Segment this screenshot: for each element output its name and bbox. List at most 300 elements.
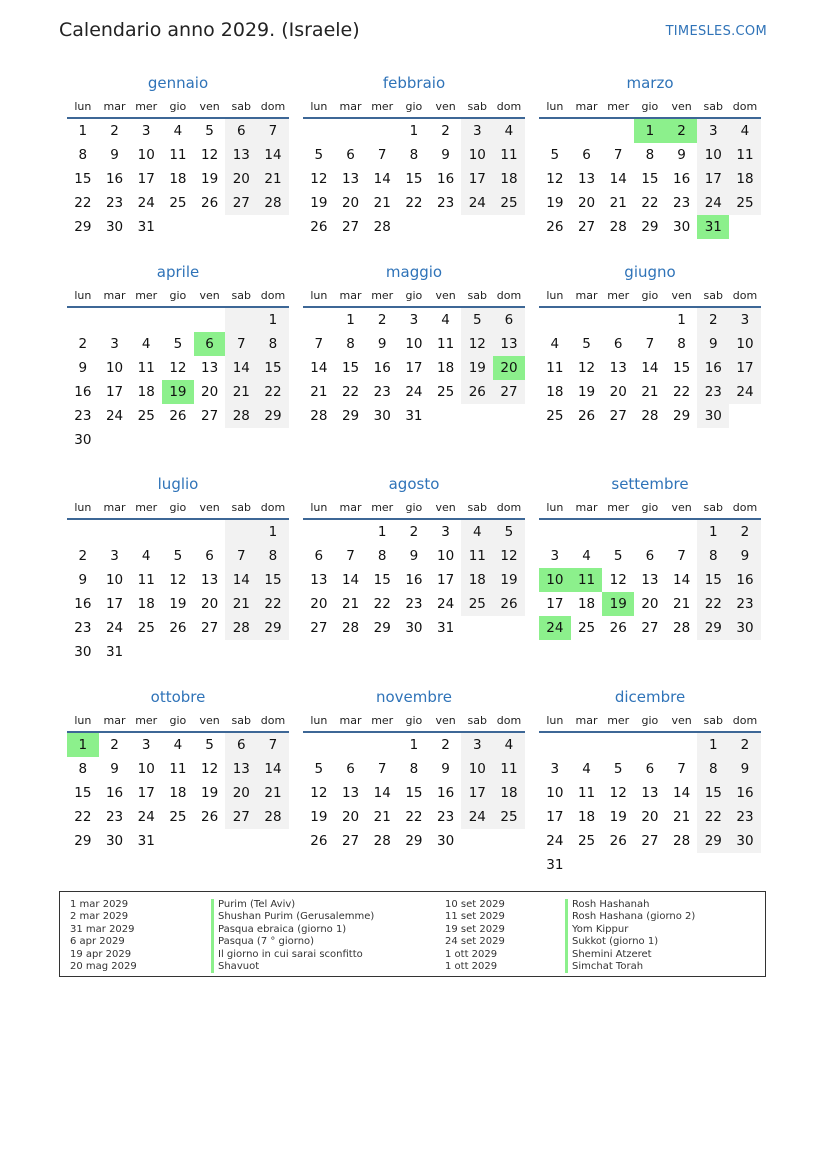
day-cell[interactable]: 17 [137,785,155,801]
day-cell[interactable]: 29 [341,408,360,424]
day-cell[interactable]: 29 [373,620,391,636]
day-cell[interactable]: 11 [169,761,187,777]
day-cell[interactable]: 4 [141,548,151,564]
day-cell[interactable]: 13 [341,785,360,801]
day-cell[interactable]: 12 [609,572,627,588]
day-cell[interactable]: 3 [409,312,419,328]
day-cell[interactable]: 9 [729,544,761,568]
day-cell[interactable]: 14 [673,785,691,801]
day-cell[interactable]: 16 [673,171,691,187]
day-cell[interactable]: 17 [546,596,564,612]
day-cell[interactable]: 23 [373,384,391,400]
day-cell[interactable]: 12 [169,360,187,376]
day-cell[interactable]: 6 [493,308,525,332]
day-cell[interactable]: 22 [405,809,423,825]
day-cell[interactable]: 21 [641,384,659,400]
day-cell[interactable]: 18 [461,568,493,592]
day-cell[interactable]: 27 [641,620,659,636]
day-cell[interactable]: 5 [205,737,214,753]
day-cell[interactable]: 4 [582,761,591,777]
day-cell[interactable]: 23 [105,195,124,211]
day-cell[interactable]: 13 [493,332,525,356]
day-cell[interactable]: 10 [729,332,761,356]
day-cell[interactable]: 27 [577,219,596,235]
day-cell[interactable]: 4 [173,737,183,753]
day-cell[interactable]: 12 [577,360,596,376]
day-cell[interactable]: 21 [673,809,691,825]
day-cell[interactable]: 11 [546,360,564,376]
day-cell[interactable]: 13 [225,757,257,781]
day-cell[interactable]: 26 [609,833,627,849]
day-cell[interactable]: 28 [673,833,691,849]
day-cell[interactable]: 22 [373,596,391,612]
day-cell[interactable]: 1 [257,520,289,544]
day-cell[interactable]: 18 [546,384,564,400]
day-cell[interactable]: 3 [110,548,119,564]
day-cell[interactable]: 5 [613,548,623,564]
day-cell[interactable]: 29 [405,833,423,849]
day-cell[interactable]: 15 [257,568,289,592]
day-cell[interactable]: 12 [461,332,493,356]
day-cell[interactable]: 29 [673,408,691,424]
day-cell[interactable]: 4 [582,548,591,564]
day-cell[interactable]: 2 [697,308,729,332]
day-cell[interactable]: 4 [729,119,761,143]
day-cell[interactable]: 7 [257,733,289,757]
day-cell[interactable]: 29 [697,829,729,853]
day-cell[interactable]: 2 [110,737,119,753]
holiday-day-cell[interactable]: 1 [634,119,666,143]
day-cell[interactable]: 22 [697,805,729,829]
day-cell[interactable]: 26 [609,620,627,636]
day-cell[interactable]: 6 [225,733,257,757]
day-cell[interactable]: 21 [257,781,289,805]
day-cell[interactable]: 13 [641,572,659,588]
day-cell[interactable]: 4 [441,312,450,328]
day-cell[interactable]: 25 [137,408,155,424]
day-cell[interactable]: 30 [729,616,761,640]
day-cell[interactable]: 23 [729,805,761,829]
day-cell[interactable]: 4 [173,123,183,139]
day-cell[interactable]: 16 [74,384,92,400]
day-cell[interactable]: 11 [437,336,455,352]
brand-logo-text[interactable]: TIMESLES.COM [665,24,767,39]
day-cell[interactable]: 16 [105,785,124,801]
day-cell[interactable]: 31 [137,219,155,235]
day-cell[interactable]: 31 [546,857,564,873]
day-cell[interactable]: 8 [257,332,289,356]
day-cell[interactable]: 1 [697,733,729,757]
day-cell[interactable]: 25 [169,195,187,211]
day-cell[interactable]: 19 [310,809,328,825]
day-cell[interactable]: 7 [314,336,324,352]
day-cell[interactable]: 20 [201,384,219,400]
day-cell[interactable]: 20 [641,596,659,612]
day-cell[interactable]: 24 [105,620,124,636]
day-cell[interactable]: 27 [225,191,257,215]
day-cell[interactable]: 18 [169,785,187,801]
day-cell[interactable]: 18 [493,781,525,805]
day-cell[interactable]: 8 [697,544,729,568]
day-cell[interactable]: 30 [405,620,423,636]
day-cell[interactable]: 20 [310,596,328,612]
day-cell[interactable]: 10 [137,761,155,777]
day-cell[interactable]: 4 [461,520,493,544]
day-cell[interactable]: 3 [110,336,119,352]
day-cell[interactable]: 13 [201,360,219,376]
day-cell[interactable]: 24 [546,833,564,849]
day-cell[interactable]: 14 [225,356,257,380]
day-cell[interactable]: 3 [697,119,729,143]
day-cell[interactable]: 23 [437,809,455,825]
day-cell[interactable]: 5 [493,520,525,544]
day-cell[interactable]: 12 [609,785,627,801]
day-cell[interactable]: 7 [613,147,623,163]
day-cell[interactable]: 7 [225,332,257,356]
day-cell[interactable]: 18 [137,596,155,612]
day-cell[interactable]: 29 [641,219,659,235]
day-cell[interactable]: 10 [546,785,564,801]
day-cell[interactable]: 21 [341,596,360,612]
day-cell[interactable]: 14 [341,572,360,588]
day-cell[interactable]: 15 [341,360,360,376]
day-cell[interactable]: 10 [461,143,493,167]
day-cell[interactable]: 30 [697,404,729,428]
day-cell[interactable]: 28 [641,408,659,424]
day-cell[interactable]: 10 [437,548,455,564]
day-cell[interactable]: 6 [225,119,257,143]
day-cell[interactable]: 26 [201,809,219,825]
day-cell[interactable]: 12 [169,572,187,588]
day-cell[interactable]: 28 [257,191,289,215]
day-cell[interactable]: 18 [437,360,455,376]
day-cell[interactable]: 25 [493,805,525,829]
day-cell[interactable]: 18 [577,596,596,612]
day-cell[interactable]: 25 [461,592,493,616]
day-cell[interactable]: 16 [697,356,729,380]
day-cell[interactable]: 1 [257,308,289,332]
day-cell[interactable]: 25 [493,191,525,215]
day-cell[interactable]: 17 [405,360,423,376]
day-cell[interactable]: 25 [546,408,564,424]
day-cell[interactable]: 19 [493,568,525,592]
day-cell[interactable]: 21 [310,384,328,400]
day-cell[interactable]: 21 [373,809,391,825]
day-cell[interactable]: 31 [105,644,124,660]
holiday-day-cell[interactable]: 10 [539,568,571,592]
day-cell[interactable]: 27 [609,408,627,424]
day-cell[interactable]: 8 [677,336,686,352]
day-cell[interactable]: 13 [201,572,219,588]
day-cell[interactable]: 24 [461,191,493,215]
day-cell[interactable]: 21 [609,195,627,211]
day-cell[interactable]: 11 [169,147,187,163]
day-cell[interactable]: 5 [550,147,560,163]
day-cell[interactable]: 7 [346,548,355,564]
day-cell[interactable]: 10 [105,572,124,588]
day-cell[interactable]: 18 [729,167,761,191]
holiday-day-cell[interactable]: 31 [697,215,729,239]
day-cell[interactable]: 13 [341,171,360,187]
day-cell[interactable]: 20 [341,809,360,825]
day-cell[interactable]: 27 [201,408,219,424]
day-cell[interactable]: 27 [341,833,360,849]
day-cell[interactable]: 28 [225,616,257,640]
day-cell[interactable]: 2 [110,123,119,139]
day-cell[interactable]: 21 [257,167,289,191]
day-cell[interactable]: 25 [437,384,455,400]
day-cell[interactable]: 27 [310,620,328,636]
day-cell[interactable]: 10 [697,143,729,167]
day-cell[interactable]: 3 [441,524,450,540]
day-cell[interactable]: 16 [105,171,124,187]
day-cell[interactable]: 2 [441,737,450,753]
day-cell[interactable]: 30 [105,833,124,849]
day-cell[interactable]: 7 [257,119,289,143]
day-cell[interactable]: 22 [405,195,423,211]
day-cell[interactable]: 2 [377,312,387,328]
day-cell[interactable]: 19 [201,785,219,801]
day-cell[interactable]: 15 [673,360,691,376]
day-cell[interactable]: 14 [673,572,691,588]
day-cell[interactable]: 28 [673,620,691,636]
day-cell[interactable]: 13 [310,572,328,588]
day-cell[interactable]: 2 [409,524,419,540]
day-cell[interactable]: 29 [74,833,92,849]
day-cell[interactable]: 25 [137,620,155,636]
holiday-day-cell[interactable]: 20 [493,356,525,380]
day-cell[interactable]: 24 [697,191,729,215]
day-cell[interactable]: 21 [225,592,257,616]
day-cell[interactable]: 26 [169,620,187,636]
day-cell[interactable]: 26 [169,408,187,424]
day-cell[interactable]: 6 [582,147,591,163]
day-cell[interactable]: 17 [729,356,761,380]
day-cell[interactable]: 22 [641,195,659,211]
day-cell[interactable]: 29 [257,616,289,640]
day-cell[interactable]: 26 [461,380,493,404]
day-cell[interactable]: 9 [377,336,387,352]
day-cell[interactable]: 4 [141,336,151,352]
day-cell[interactable]: 12 [310,171,328,187]
holiday-day-cell[interactable]: 24 [539,616,571,640]
day-cell[interactable]: 8 [697,757,729,781]
day-cell[interactable]: 16 [437,785,455,801]
day-cell[interactable]: 3 [141,123,151,139]
day-cell[interactable]: 2 [729,733,761,757]
day-cell[interactable]: 10 [405,336,423,352]
day-cell[interactable]: 29 [697,616,729,640]
day-cell[interactable]: 18 [137,384,155,400]
day-cell[interactable]: 2 [729,520,761,544]
day-cell[interactable]: 16 [74,596,92,612]
day-cell[interactable]: 8 [409,147,419,163]
day-cell[interactable]: 8 [645,147,655,163]
day-cell[interactable]: 26 [310,219,328,235]
day-cell[interactable]: 27 [201,620,219,636]
day-cell[interactable]: 26 [201,195,219,211]
day-cell[interactable]: 10 [461,757,493,781]
day-cell[interactable]: 17 [137,171,155,187]
day-cell[interactable]: 6 [205,548,214,564]
day-cell[interactable]: 1 [409,123,419,139]
day-cell[interactable]: 26 [546,219,564,235]
day-cell[interactable]: 7 [377,761,387,777]
day-cell[interactable]: 20 [577,195,596,211]
day-cell[interactable]: 18 [169,171,187,187]
day-cell[interactable]: 23 [437,195,455,211]
day-cell[interactable]: 19 [577,384,596,400]
day-cell[interactable]: 10 [137,147,155,163]
holiday-day-cell[interactable]: 1 [67,733,99,757]
day-cell[interactable]: 15 [405,785,423,801]
day-cell[interactable]: 15 [74,785,92,801]
day-cell[interactable]: 20 [641,809,659,825]
day-cell[interactable]: 16 [437,171,455,187]
day-cell[interactable]: 29 [257,404,289,428]
day-cell[interactable]: 9 [110,147,119,163]
day-cell[interactable]: 28 [373,219,391,235]
day-cell[interactable]: 27 [641,833,659,849]
day-cell[interactable]: 19 [461,356,493,380]
day-cell[interactable]: 15 [697,781,729,805]
day-cell[interactable]: 2 [78,336,88,352]
day-cell[interactable]: 25 [577,833,596,849]
day-cell[interactable]: 20 [225,781,257,805]
day-cell[interactable]: 3 [141,737,151,753]
day-cell[interactable]: 7 [225,544,257,568]
day-cell[interactable]: 21 [225,380,257,404]
day-cell[interactable]: 18 [577,809,596,825]
day-cell[interactable]: 31 [405,408,423,424]
day-cell[interactable]: 16 [373,360,391,376]
day-cell[interactable]: 9 [441,147,450,163]
day-cell[interactable]: 11 [493,757,525,781]
day-cell[interactable]: 28 [373,833,391,849]
day-cell[interactable]: 1 [697,520,729,544]
day-cell[interactable]: 12 [493,544,525,568]
day-cell[interactable]: 29 [74,219,92,235]
day-cell[interactable]: 8 [78,147,88,163]
day-cell[interactable]: 5 [173,336,183,352]
day-cell[interactable]: 24 [105,408,124,424]
day-cell[interactable]: 15 [373,572,391,588]
day-cell[interactable]: 30 [437,833,455,849]
day-cell[interactable]: 22 [74,195,92,211]
day-cell[interactable]: 15 [257,356,289,380]
day-cell[interactable]: 23 [729,592,761,616]
day-cell[interactable]: 27 [225,805,257,829]
day-cell[interactable]: 6 [314,548,324,564]
day-cell[interactable]: 17 [461,781,493,805]
day-cell[interactable]: 21 [673,596,691,612]
day-cell[interactable]: 11 [461,544,493,568]
day-cell[interactable]: 28 [341,620,360,636]
day-cell[interactable]: 14 [641,360,659,376]
day-cell[interactable]: 15 [641,171,659,187]
day-cell[interactable]: 19 [609,809,627,825]
day-cell[interactable]: 14 [373,785,391,801]
day-cell[interactable]: 11 [577,785,596,801]
day-cell[interactable]: 8 [409,761,419,777]
day-cell[interactable]: 24 [437,596,455,612]
day-cell[interactable]: 3 [550,761,560,777]
day-cell[interactable]: 31 [437,620,455,636]
day-cell[interactable]: 20 [341,195,360,211]
day-cell[interactable]: 16 [729,781,761,805]
day-cell[interactable]: 2 [78,548,88,564]
day-cell[interactable]: 11 [729,143,761,167]
day-cell[interactable]: 11 [137,360,155,376]
holiday-day-cell[interactable]: 11 [571,568,603,592]
day-cell[interactable]: 17 [461,167,493,191]
day-cell[interactable]: 9 [78,360,88,376]
day-cell[interactable]: 14 [257,757,289,781]
day-cell[interactable]: 7 [677,761,686,777]
day-cell[interactable]: 4 [550,336,560,352]
day-cell[interactable]: 21 [373,195,391,211]
day-cell[interactable]: 25 [169,809,187,825]
day-cell[interactable]: 22 [257,380,289,404]
day-cell[interactable]: 30 [74,432,92,448]
day-cell[interactable]: 30 [373,408,391,424]
day-cell[interactable]: 6 [346,147,355,163]
day-cell[interactable]: 22 [257,592,289,616]
day-cell[interactable]: 11 [137,572,155,588]
day-cell[interactable]: 17 [105,384,124,400]
day-cell[interactable]: 23 [697,380,729,404]
day-cell[interactable]: 19 [310,195,328,211]
day-cell[interactable]: 3 [461,733,493,757]
day-cell[interactable]: 25 [729,191,761,215]
day-cell[interactable]: 9 [409,548,419,564]
day-cell[interactable]: 18 [493,167,525,191]
day-cell[interactable]: 2 [441,123,450,139]
day-cell[interactable]: 15 [697,568,729,592]
day-cell[interactable]: 8 [257,544,289,568]
holiday-day-cell[interactable]: 19 [162,380,194,404]
holiday-day-cell[interactable]: 19 [602,592,634,616]
day-cell[interactable]: 12 [201,147,219,163]
day-cell[interactable]: 26 [577,408,596,424]
day-cell[interactable]: 1 [377,524,387,540]
day-cell[interactable]: 19 [169,596,187,612]
day-cell[interactable]: 13 [577,171,596,187]
day-cell[interactable]: 5 [314,147,324,163]
day-cell[interactable]: 5 [205,123,214,139]
day-cell[interactable]: 23 [673,195,691,211]
day-cell[interactable]: 8 [346,336,355,352]
day-cell[interactable]: 24 [137,195,155,211]
day-cell[interactable]: 30 [673,219,691,235]
day-cell[interactable]: 17 [105,596,124,612]
day-cell[interactable]: 23 [74,408,92,424]
day-cell[interactable]: 27 [341,219,360,235]
day-cell[interactable]: 5 [613,761,623,777]
day-cell[interactable]: 28 [225,404,257,428]
day-cell[interactable]: 14 [225,568,257,592]
day-cell[interactable]: 30 [74,644,92,660]
day-cell[interactable]: 25 [577,620,596,636]
day-cell[interactable]: 8 [377,548,387,564]
day-cell[interactable]: 5 [582,336,591,352]
day-cell[interactable]: 9 [441,761,450,777]
holiday-day-cell[interactable]: 2 [666,119,698,143]
day-cell[interactable]: 3 [729,308,761,332]
day-cell[interactable]: 30 [729,829,761,853]
day-cell[interactable]: 14 [310,360,328,376]
day-cell[interactable]: 5 [314,761,324,777]
